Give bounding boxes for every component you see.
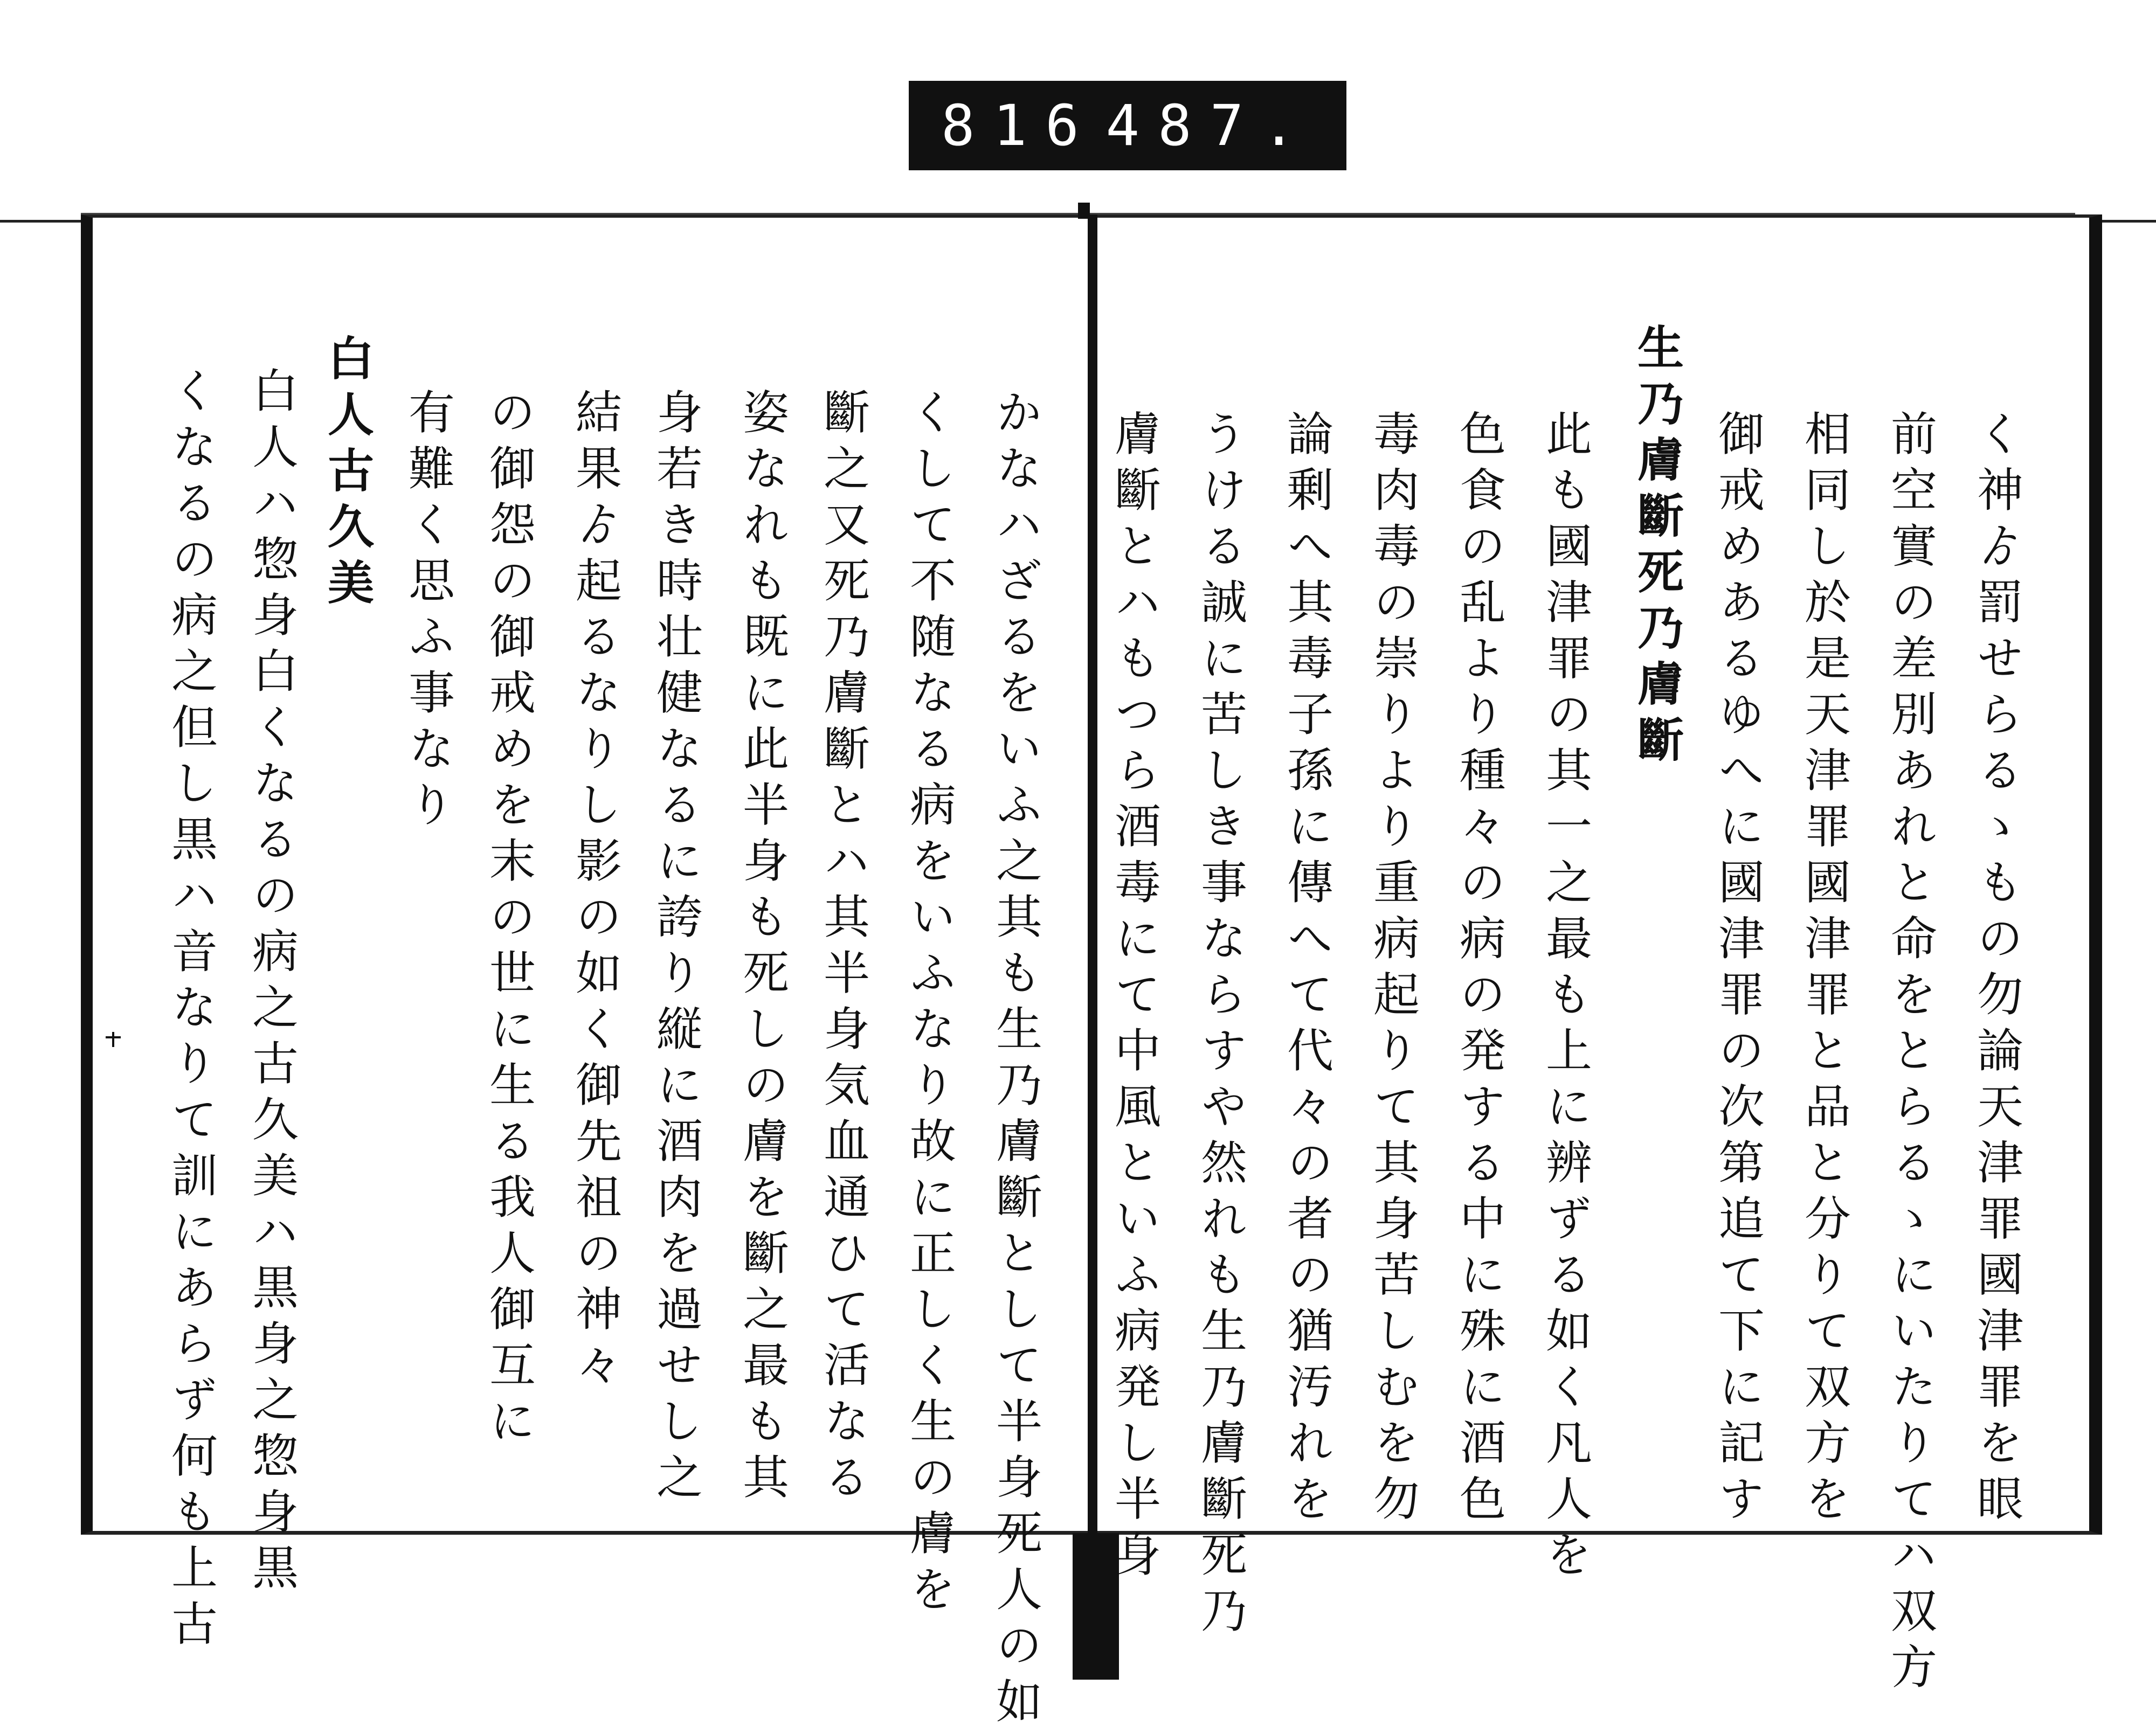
book-gutter <box>1088 214 1097 1535</box>
section-heading: 生乃膚斷死乃膚斷 <box>1629 323 1684 772</box>
text-column: 色食の乱より種々の病の発する中に殊に酒色 <box>1452 410 1505 1530</box>
text-column: 膚斷とハもつら酒毒にて中風といふ病発し半身 <box>1107 410 1160 1586</box>
text-column: の御怨の御戒めを末の世に生る我人御互に <box>481 388 535 1453</box>
text-column: かなハざるをいふ之其も生乃膚斷として半身死人の如 <box>988 388 1042 1733</box>
text-column: くして不随なる病をいふなり故に正しく生の膚を <box>902 388 956 1621</box>
label-right-number: 487. <box>1105 93 1314 158</box>
text-column: 相同し於是天津罪國津罪と品と分りて双方を <box>1796 410 1850 1530</box>
text-column: 白人ハ惣身白くなるの病之古久美ハ黒身之惣身黒 <box>244 366 298 1599</box>
text-column: 論剰へ其毒子孫に傳へて代々の者の猶汚れを <box>1279 410 1333 1530</box>
archive-number-label <box>909 81 1346 170</box>
text-column: うける誠に苦しき事ならすや然れも生乃膚斷死乃 <box>1193 410 1247 1642</box>
right-edge-rule <box>2102 220 2156 223</box>
text-column: 有難く思ふ事なり <box>400 388 454 836</box>
text-column: 御戒めあるゆへに國津罪の次第追て下に記す <box>1710 410 1764 1530</box>
text-column: 前空實の差別あれと命をとらるゝにいたりてハ双方 <box>1883 410 1937 1699</box>
spine-tab-top <box>1078 203 1090 219</box>
label-left-number: 816 <box>941 93 1097 158</box>
text-column: く神ゟ罰せらるゝもの勿論天津罪國津罪を眼 <box>1969 410 2023 1530</box>
section-heading: 白人古久美 <box>320 334 374 614</box>
text-column: 身若き時壮健なるに誇り縦に酒肉を過せし之 <box>648 388 702 1509</box>
text-column: 斷之又死乃膚斷とハ其半身気血通ひて活なる <box>816 388 869 1509</box>
text-column: 姿なれも既に此半身も死しの膚を斷之最も其 <box>735 388 789 1509</box>
text-column: 結果ゟ起るなりし影の如く御先祖の神々 <box>568 388 621 1397</box>
text-column: 毒肉毒の崇りより重病起りて其身苦しむを勿 <box>1365 410 1419 1530</box>
margin-mark <box>106 1032 121 1047</box>
text-column: 此も國津罪の其一之最も上に辨ずる如く凡人を <box>1538 410 1592 1586</box>
text-column: くなるの病之但し黒ハ音なりて訓にあらず何も上古 <box>163 366 217 1655</box>
